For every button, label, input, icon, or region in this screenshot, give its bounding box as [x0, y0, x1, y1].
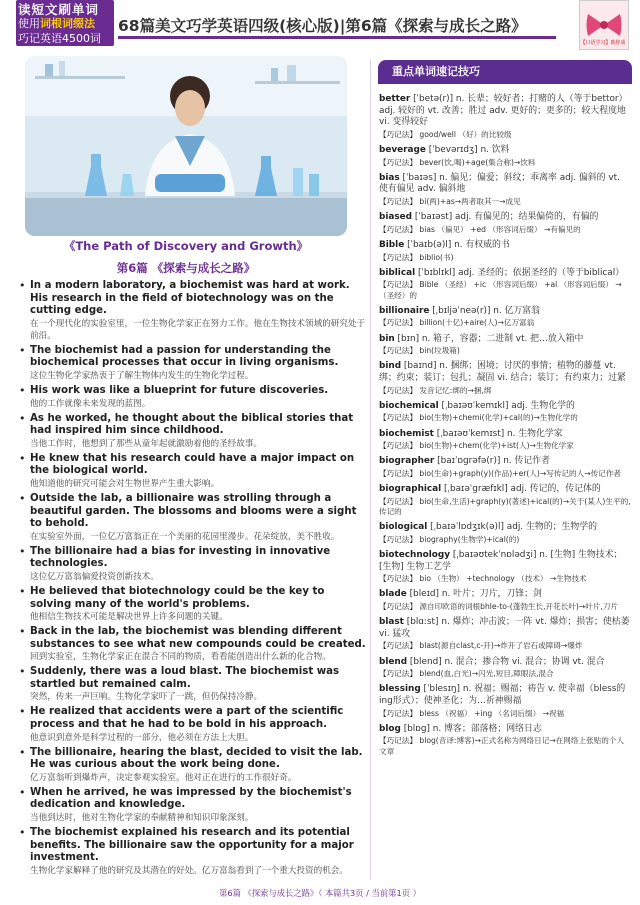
paragraph-en: • The biochemist had a passion for understanding the biochemical processes that occur in living organisms.	[30, 344, 339, 369]
paragraph-item	[18, 586, 366, 623]
vocab-tip: blend(血,白光)→闪光,短目,障眼法,混合	[419, 669, 554, 679]
vocab-heading: 重点单词速记技巧	[378, 60, 632, 84]
vocab-word: biochemical	[379, 400, 439, 411]
tip-tag: 【巧记法】	[379, 280, 417, 290]
paragraph-zh: 在一个现代化的实验室里，一位生物化学家正在努力工作。他在生物技术领域的研究处于前沿。	[30, 318, 366, 341]
vocab-entry	[379, 684, 631, 718]
vocab-tip: biblio(书)	[419, 252, 454, 262]
tip-tag: 【巧记法】	[379, 601, 417, 611]
vocab-word: biblical	[379, 267, 416, 278]
vocab-definition: [ˈblesɪŋ] n. 祝福；赐福；祷告 v. 使幸福（bless的ing形式）；使神圣化；为…祈神赐福	[379, 684, 626, 706]
paragraph-en: • He knew that his research could have a major impact on the biological world.	[30, 452, 355, 477]
vocab-entry	[379, 145, 631, 168]
vocab-entry	[379, 657, 631, 680]
paragraph-item	[18, 546, 366, 583]
vocab-word: bind	[379, 361, 402, 372]
paragraph-zh: 他的工作就像未来发现的蓝图。	[30, 398, 151, 409]
paragraph-zh: 回到实验室，生物化学家正在混合不同的物质，看看能创造出什么新的化合物。	[30, 652, 331, 663]
paragraph-en: • He realized that accidents were a part of the scientific process and that he had to be bold in his approach.	[30, 706, 344, 731]
vocab-entry	[379, 240, 631, 263]
tip-tag: 【巧记法】	[379, 736, 417, 746]
vocab-tip: bias （偏见） +ed （形容词后缀） →有偏见的	[419, 224, 581, 234]
paragraph-zh: 亿万富翁听到爆炸声，决定参观实验室。他对正在进行的工作很好奇。	[30, 772, 297, 783]
paragraph-zh: 他知道他的研究可能会对生物世界产生重大影响。	[30, 478, 220, 489]
tip-tag: 【巧记法】	[379, 441, 417, 451]
vocab-definition: [baɪnd] n. 捆绑；困境；讨厌的事情；植物的藤蔓 vt. 绑；约束；装订；包扎；凝固 vi. 结合；装订；有约束力；过紧	[379, 361, 626, 383]
vocab-tip: bio(生物)+chemi(化学)+cal(的)→生物化学的	[419, 413, 578, 423]
page-title: 68篇美文巧学英语四级(核心版)|第6篇《探索与成长之路》	[118, 17, 527, 35]
vocab-entry	[379, 724, 631, 757]
tip-tag: 【巧记法】	[379, 196, 417, 206]
vocab-word: blog	[379, 723, 401, 734]
tip-tag: 【巧记法】	[379, 468, 417, 478]
paragraph-item	[18, 280, 366, 342]
tip-tag: 【巧记法】	[379, 413, 417, 423]
vocab-tip: good/well （好）的比较级	[419, 129, 512, 139]
vocab-word: blend	[379, 656, 408, 667]
paragraph-item	[18, 827, 366, 877]
vocab-definition: [ˈbetə(r)] n. 长辈；较好者；打赌的人（等于bettor） adj. 较好的 vt. 改善；胜过 adv. 更好的；更多的；较大程度地 vi. 变得较好	[379, 94, 628, 128]
tip-tag: 【巧记法】	[379, 252, 417, 262]
vocab-word: biotechnology	[379, 549, 451, 560]
vocab-entry	[379, 617, 631, 651]
tip-tag: 【巧记法】	[379, 534, 417, 544]
brand-line-2-prefix: 使用	[18, 17, 40, 30]
vocab-definition: [baɪˈɒgrəfə(r)] n. 传记作者	[437, 456, 550, 467]
paragraph-en: • The billionaire had a bias for investing in innovative technologies.	[30, 545, 331, 570]
brand-line-3: 巧记英语4500词	[18, 32, 101, 45]
paragraph-en: • In a modern laboratory, a biochemist was hard at work. His research in the field of biotechnology was on the cutting edge.	[30, 280, 350, 317]
vocab-definition: [ˌbaɪəʊˈkemɪst] n. 生物化学家	[436, 428, 563, 439]
vocab-tip: blog(音译:博客)→正式名称为网络日记→在网络上张贴的个人文章	[379, 736, 625, 756]
vocab-definition: [blɒg] n. 博客；部落格；网络日志	[403, 723, 542, 734]
tip-tag: 【巧记法】	[379, 129, 417, 139]
tip-tag: 【巧记法】	[379, 574, 417, 584]
vocab-tip: 发音记忆:绑的→捆,绑	[419, 385, 492, 395]
vocab-tip: bio(生物)+chem(化学)+ist(人)→生物化学家	[419, 441, 574, 451]
vocab-entry	[379, 550, 631, 584]
vocab-word: biased	[379, 212, 413, 223]
vocab-word: blast	[379, 617, 404, 628]
laboratory-illustration	[25, 56, 347, 236]
vocab-tip: billion(十亿)+aire(人)→亿万富翁	[419, 318, 535, 328]
paragraph-en: • Outside the lab, a billionaire was strolling through a beautiful garden. The blossoms and blooms were a sight to behold.	[30, 492, 357, 530]
tip-tag: 【巧记法】	[379, 346, 417, 356]
paragraph-zh: 这位亿万富翁偏爱投资创新技术。	[30, 571, 159, 582]
vocab-word: Bible	[379, 239, 405, 250]
vocab-definition: [ˈbaɪəs] n. 偏见；偏爱；斜纹；乖离率 adj. 偏斜的 vt. 使有偏见 adv. 偏斜地	[379, 172, 620, 195]
vocab-word: better	[379, 94, 411, 104]
vocab-definition: [bleɪd] n. 叶片；刀片，刀锋；剑	[409, 589, 542, 600]
title-underline	[118, 36, 556, 39]
vocab-definition: [ˈbaɪb(ə)l] n. 有权威的书	[407, 239, 510, 250]
vocab-word: biochemist	[379, 428, 434, 439]
vocab-tip: bi(两)+as→两者取其一→成见	[419, 196, 521, 206]
vocab-entry	[379, 94, 631, 140]
paragraph-zh: 突然，传来一声巨响。生物化学家吓了一跳，但仍保持冷静。	[30, 692, 263, 703]
vocab-word: biological	[379, 522, 428, 533]
vocab-entry	[379, 334, 631, 357]
vocab-word: bin	[379, 333, 395, 344]
vocab-word: biographical	[379, 484, 442, 495]
vocab-definition: [blɑːst] n. 爆炸；冲击波；一阵 vt. 爆炸；损害；使枯萎 vi. 猛攻	[379, 617, 630, 639]
paragraph-item	[18, 706, 366, 743]
vocab-entry	[379, 429, 631, 452]
paragraph-item	[18, 345, 366, 382]
paragraph-item	[18, 626, 366, 663]
article-paragraph-list	[18, 280, 366, 880]
vocab-word: beverage	[379, 144, 426, 155]
vocab-tip: bio （生物） +technology （技术） →生物技术	[419, 574, 587, 584]
brand-line-2	[18, 15, 95, 31]
page-header	[0, 0, 640, 48]
vocab-tip: biography(生物学)+ical(的)	[419, 534, 520, 544]
vocab-list	[379, 94, 631, 762]
vocab-tip: blast(源自clast,c-开)→炸开了岩石或障碍→爆炸	[419, 641, 583, 651]
paragraph-en: • He believed that biotechnology could be the key to solving many of the world's problems.	[30, 585, 325, 610]
article-title-cn: 第6篇 《探索与成长之路》	[116, 261, 256, 275]
paragraph-en: • As he worked, he thought about the biblical stories that had inspired him since childhood.	[30, 412, 354, 437]
vocab-tip: bless （祝福） +ing （名词后缀） →祝福	[419, 708, 565, 718]
vocab-word: blade	[379, 589, 407, 600]
vocab-tip: 源自印欧语的词根bhle-to-(蓬勃生长,开花长叶)→叶片,刀片	[419, 601, 619, 611]
article-title-en: 《The Path of Discovery and Growth》	[63, 239, 309, 253]
vocab-definition: [ˈbɪblɪkl] adj. 圣经的；依据圣经的（等于biblical）	[417, 267, 625, 278]
vocab-definition: [ˌbaɪəʊtekˈnɒlədʒi] n. [生物] 生物技术；[生物] 生物工艺学	[379, 549, 623, 572]
vocab-tip: bio(生命,生活)+graph(y)(著述)+ical(的)→关于(某人)生平的,传记的	[379, 496, 631, 516]
paragraph-zh: 当他工作时，他想到了那些从童年起就激励着他的圣经故事。	[30, 438, 263, 449]
vocab-tip: bin(垃圾箱)	[419, 346, 460, 356]
vocab-definition: [ˈbevərɪdʒ] n. 饮料	[428, 144, 510, 155]
paragraph-en: • When he arrived, he was impressed by the biochemist's dedication and knowledge.	[30, 786, 352, 811]
paragraph-item	[18, 787, 366, 824]
tip-tag: 【巧记法】	[379, 224, 417, 234]
vocab-word: biographer	[379, 456, 435, 467]
vocab-entry	[379, 456, 631, 479]
vocab-entry	[379, 306, 631, 329]
paragraph-item	[18, 453, 366, 490]
vocab-tip: bever(饮,喝)+age(集合称)→饮料	[419, 157, 536, 167]
paragraph-zh: 他相信生物技术可能是解决世界上许多问题的关键。	[30, 612, 228, 623]
paragraph-en: • The biochemist explained his research and its potential benefits. The billionaire saw the opportunity for a major investment.	[30, 827, 354, 864]
column-divider	[370, 60, 371, 880]
paragraph-zh: 他意识到意外是科学过程的一部分，他必须在方法上大胆。	[30, 732, 254, 743]
vocab-entry	[379, 212, 631, 235]
paragraph-en: • His work was like a blueprint for future discoveries.	[30, 384, 329, 396]
paragraph-en: • The billionaire, hearing the blast, decided to visit the lab. He was curious about the work being done.	[30, 746, 363, 771]
brand-line-2-highlight: 词根词缀法	[40, 17, 95, 30]
vocab-entry	[379, 484, 631, 517]
tip-tag: 【巧记法】	[379, 641, 417, 651]
vocab-entry	[379, 268, 631, 301]
tip-tag: 【巧记法】	[379, 708, 417, 718]
paragraph-zh: 在实验室外面，一位亿万富翁正在一个美丽的花园里漫步。花朵绽放，美不胜收。	[30, 531, 340, 542]
vocab-definition: [ˌbaɪəˈgræfɪkl] adj. 传记的，传记体的	[444, 484, 601, 495]
vocab-definition: [ˌbaɪəˈlɒdʒɪk(ə)l] adj. 生物的；生物学的	[430, 522, 597, 533]
paragraph-item	[18, 747, 366, 784]
tip-tag: 【巧记法】	[379, 318, 417, 328]
tip-tag: 【巧记法】	[379, 496, 417, 506]
vocab-tip: bio(生命)+graph(y)(作品)+er(人)→写传记的人→传记作者	[419, 468, 621, 478]
vocab-entry	[379, 522, 631, 545]
vocab-definition: [blend] n. 混合；掺合物 vi. 混合；协调 vt. 混合	[409, 656, 605, 667]
vocab-word: bias	[379, 172, 400, 183]
vocab-word: blessing	[379, 684, 421, 695]
paragraph-zh: 当他到达时，他对生物化学家的奉献精神和知识印象深刻。	[30, 813, 254, 824]
vocab-definition: [ˌbɪljəˈneə(r)] n. 亿万富翁	[432, 305, 541, 316]
page-footer: 第6篇 《探索与成长之路》（ 本篇共3页 / 当前第1页 ）	[219, 888, 421, 898]
paragraph-item	[18, 666, 366, 703]
vocab-tip: Bible （圣经） +ic （形容词后缀） +al （形容词后缀） → （圣经）的	[379, 280, 622, 300]
vocab-definition: [bɪn] n. 箱子，容器；二进制 vt. 把…放入箱中	[397, 333, 584, 344]
paragraph-en: • Suddenly, there was a loud blast. The biochemist was startled but remained calm.	[30, 666, 340, 690]
paragraph-en: • Back in the lab, the biochemist was blending different substances to see what new compounds could be created.	[30, 626, 366, 650]
logo-caption: 【口语学习】助你成	[580, 40, 626, 46]
brand-badge	[16, 0, 114, 46]
vocab-entry	[379, 361, 631, 395]
paragraph-item	[18, 413, 366, 450]
paragraph-item	[18, 493, 366, 543]
vocab-word: billionaire	[379, 305, 430, 316]
vocab-entry	[379, 173, 631, 207]
paragraph-zh: 这位生物化学家热衷于了解生物体内发生的生物化学过程。	[30, 370, 254, 381]
vocab-entry	[379, 401, 631, 424]
tip-tag: 【巧记法】	[379, 669, 417, 679]
vocab-definition: [ˈbaɪəst] adj. 有偏见的；结果偏倚的，有偏的	[414, 212, 599, 223]
paragraph-item	[18, 385, 366, 410]
brand-line-1: 读短文刷单词	[18, 2, 100, 17]
vocab-entry	[379, 589, 631, 612]
vocab-definition: [ˌbaɪəʊˈkemɪkl] adj. 生物化学的	[441, 400, 575, 411]
tip-tag: 【巧记法】	[379, 157, 417, 167]
paragraph-zh: 生物化学家解释了他的研究及其潜在的好处。亿万富翁看到了一个重大投资的机会。	[30, 865, 348, 876]
tip-tag: 【巧记法】	[379, 385, 417, 395]
